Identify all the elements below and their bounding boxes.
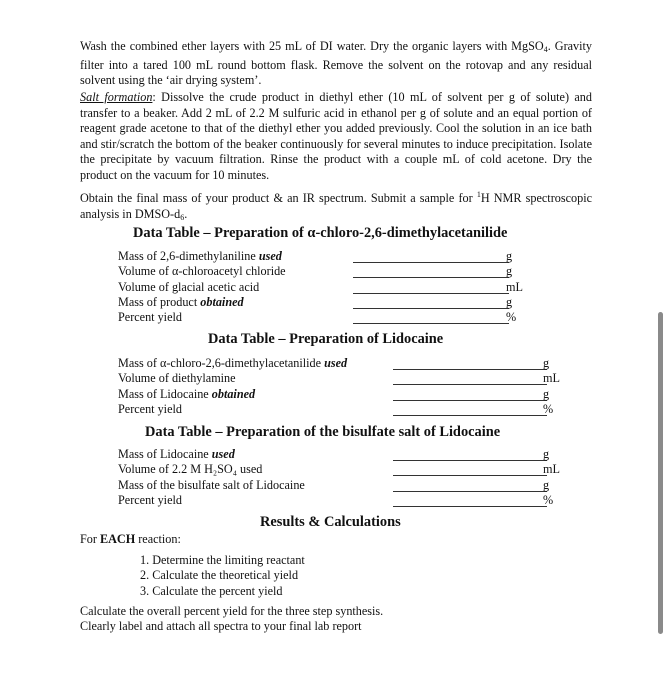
row-label [118, 478, 305, 493]
unit-label: g [506, 249, 513, 263]
closing-line-2: Clearly label and attach all spectra to your final lab report [80, 619, 362, 633]
row-label-text: Volume of diethylamine [118, 371, 236, 386]
row-label [118, 387, 255, 402]
step-item: 1. Determine the limiting reactant [140, 553, 305, 567]
obtain-text-2: H NMR spectroscopic analysis in DMSO-d [80, 191, 592, 221]
table-row [118, 402, 558, 417]
row-label-emphasis: used [258, 249, 282, 263]
table-title: Data Table – Preparation of the bisulfate salt of Lidocaine [145, 424, 501, 440]
for-each-bold: EACH [99, 532, 136, 546]
row-label-text: Mass of Lidocaine [118, 386, 212, 401]
unit-label: g [543, 477, 550, 492]
row-label-text: Mass of product [118, 294, 201, 309]
for-each-post: reaction: [135, 532, 181, 546]
row-label-emphasis: obtained [200, 294, 244, 309]
row-label [118, 371, 236, 386]
answer-blank[interactable] [393, 460, 547, 461]
row-label-text: Percent yield [118, 492, 182, 507]
row-label-text: Volume of α-chloroacetyl chloride [118, 264, 286, 279]
answer-blank[interactable] [393, 369, 547, 370]
answer-blank[interactable] [393, 415, 547, 416]
unit-label: mL [543, 371, 560, 386]
salt-formation-text: : Dissolve the crude product in diethyl ether (10 mL of solvent per g of solute) and transfer to a beaker. Add 2 mL of 2.2 M sulfuric acid in ethanol per g of solute and an equal portion of reagent grade acetone to that of the diethyl ether you added previously. Cool the solution in an ice bath and stir/scratch the bottom of the beaker continuously for several minutes to induce precipitation. Isolate the precipitate by vacuum filtration. Rinse the product with a couple mL of cold acetone. Dry the product on the vacuum for 10 minutes. [80, 90, 592, 182]
row-label-text: Mass of Lidocaine [118, 447, 212, 461]
unit-label: g [543, 447, 550, 461]
table-row [118, 295, 558, 310]
row-label-text: Volume of 2.2 M H₂SO₄ used [118, 462, 263, 477]
row-label-text: Percent yield [118, 310, 182, 325]
unit-label: % [543, 401, 554, 416]
table-title: Data Table – Preparation of α-chloro-2,6-dimethylacetanilide [133, 225, 508, 241]
vertical-scrollbar[interactable] [658, 312, 663, 634]
salt-formation-paragraph [80, 90, 592, 184]
row-label [118, 493, 182, 508]
row-label-text: Percent yield [118, 401, 182, 416]
obtain-paragraph [80, 187, 592, 225]
row-label [118, 310, 182, 325]
table-row [118, 493, 558, 508]
row-label-emphasis: used [211, 447, 235, 461]
row-label [118, 356, 347, 371]
step-item: 2. Calculate the theoretical yield [140, 568, 299, 583]
unit-label: mL [506, 279, 523, 294]
answer-blank[interactable] [353, 262, 509, 263]
row-label-text: Volume of glacial acetic acid [118, 279, 260, 294]
row-label-text: Mass of 2,6-dimethylaniline [118, 249, 259, 263]
table-row [118, 462, 558, 477]
unit-label: mL [543, 462, 560, 477]
answer-blank[interactable] [353, 308, 509, 309]
table-row [118, 447, 558, 462]
obtain-superscript: 1 [476, 190, 481, 199]
answer-blank[interactable] [393, 491, 547, 492]
for-each-pre: For [80, 532, 100, 546]
unit-label: g [543, 386, 550, 401]
closing-line-1: Calculate the overall percent yield for the three step synthesis. [80, 604, 384, 618]
wash-text-rest: . Gravity filter into a tared 100 mL round bottom flask. Remove the solvent on the rotovap and any residual solvent using the ‘air drying system’. [80, 39, 592, 88]
salt-formation-label: Salt formation [80, 90, 153, 104]
answer-blank[interactable] [393, 475, 547, 476]
row-label-emphasis: obtained [211, 386, 256, 401]
table-row [118, 387, 558, 402]
obtain-subscript: 6 [180, 212, 185, 222]
row-label [118, 402, 182, 417]
answer-blank[interactable] [353, 323, 509, 324]
unit-label: g [543, 356, 550, 370]
answer-blank[interactable] [393, 506, 547, 507]
obtain-text-3: . [184, 206, 188, 221]
table-row [118, 478, 558, 493]
wash-paragraph [80, 39, 592, 89]
unit-label: % [506, 310, 517, 325]
results-heading: Results & Calculations [260, 514, 401, 530]
wash-subscript: 4 [543, 45, 548, 54]
wash-text: Wash the combined ether layers with 25 mL of DI water. Dry the organic layers with MgSO [80, 39, 544, 53]
unit-label: g [506, 294, 513, 309]
table-row [118, 371, 558, 386]
table-row [118, 249, 558, 264]
table-row [118, 264, 558, 279]
row-label-emphasis: used [324, 356, 348, 370]
for-each-line [80, 532, 181, 547]
answer-blank[interactable] [353, 293, 509, 294]
row-label [118, 249, 282, 264]
table-row [118, 310, 558, 325]
obtain-text: Obtain the final mass of your product & an IR spectrum. Submit a sample for [80, 191, 477, 205]
row-label-text: Mass of α-chloro-2,6-dimethylacetanilide [118, 356, 325, 370]
row-label [118, 264, 286, 279]
answer-blank[interactable] [393, 384, 547, 385]
row-label [118, 280, 259, 295]
unit-label: % [543, 492, 554, 507]
table-row [118, 356, 558, 371]
row-label [118, 295, 244, 310]
table-title: Data Table – Preparation of Lidocaine [208, 331, 444, 347]
row-label [118, 462, 262, 477]
unit-label: g [506, 264, 513, 279]
table-row [118, 280, 558, 295]
row-label-text: Mass of the bisulfate salt of Lidocaine [118, 477, 305, 492]
row-label [118, 447, 235, 462]
answer-blank[interactable] [393, 400, 547, 401]
step-item: 3. Calculate the percent yield [140, 583, 283, 598]
answer-blank[interactable] [353, 277, 509, 278]
steps-list [140, 553, 305, 599]
